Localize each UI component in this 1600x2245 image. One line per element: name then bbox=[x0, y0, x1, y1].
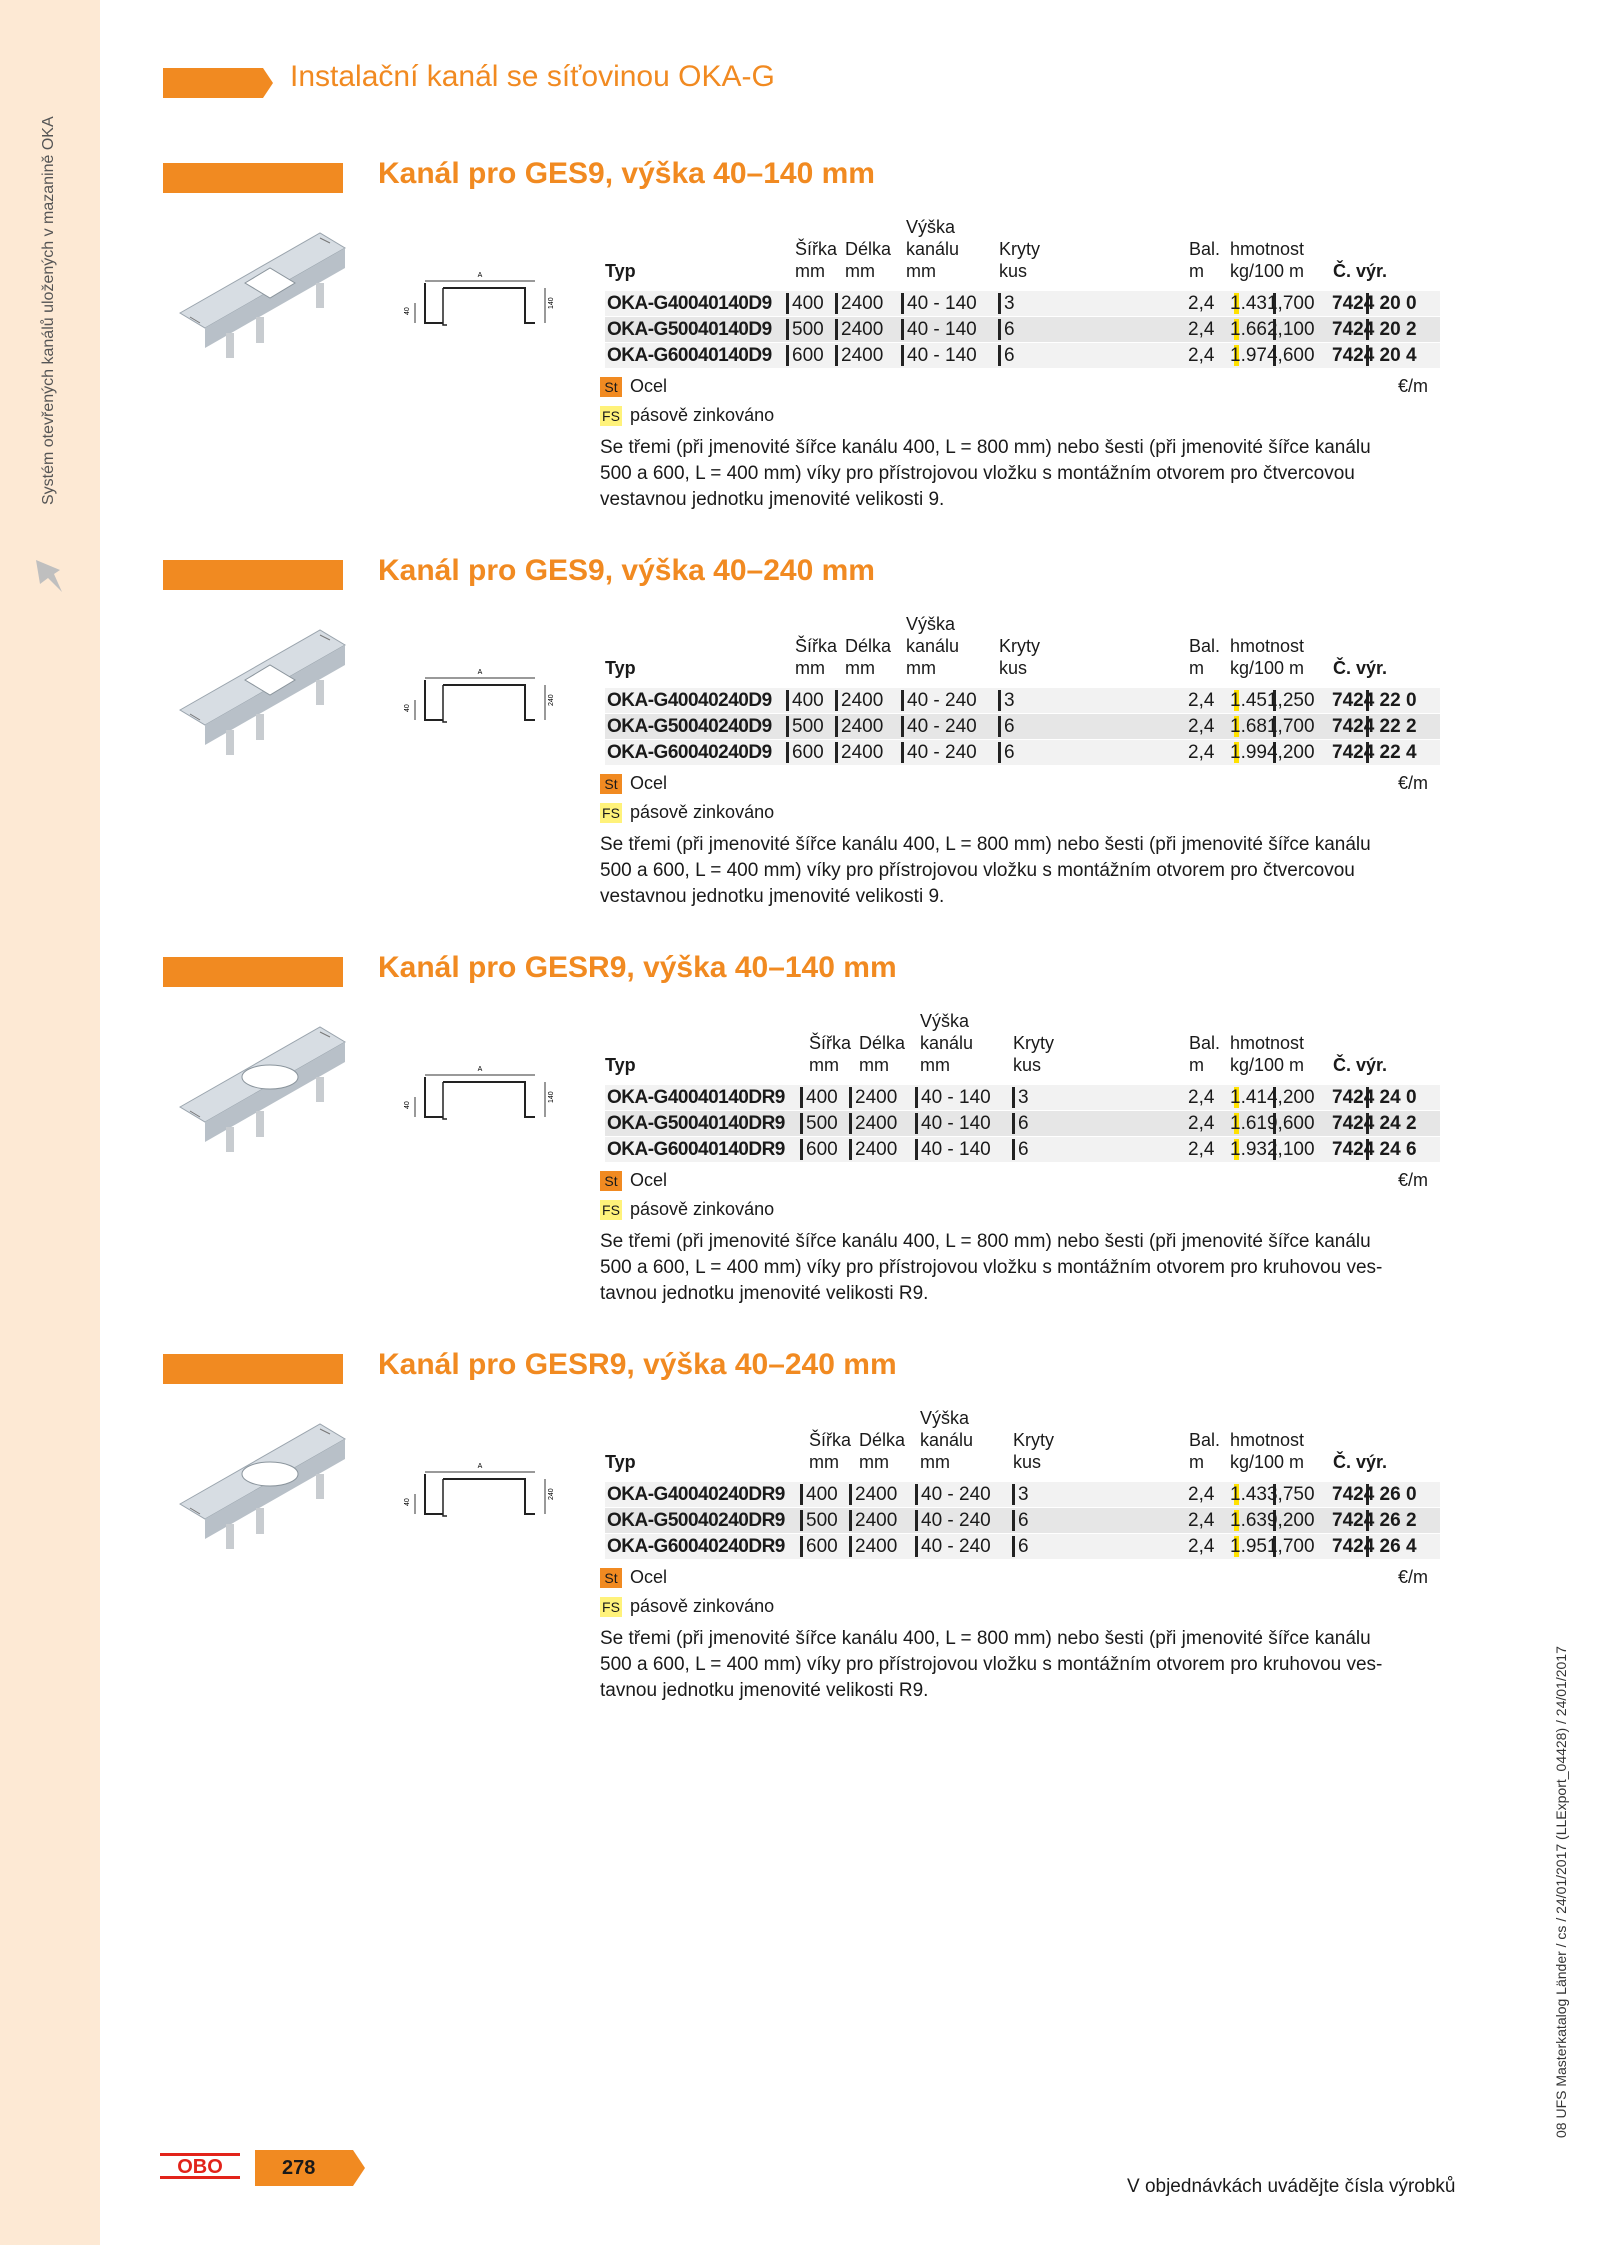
product-photo bbox=[170, 610, 350, 760]
fs-badge: FS bbox=[600, 803, 622, 823]
col-bal-header: Bal. m bbox=[1189, 636, 1221, 678]
bal-cell: 2,4 bbox=[1188, 690, 1215, 711]
col-kryty-header: Kryty kus bbox=[1013, 1430, 1055, 1472]
hmotnost-cell: 1.662,100 bbox=[1230, 319, 1315, 340]
table-row bbox=[605, 714, 1440, 739]
article-number-cell: 7424 26 4 bbox=[1332, 1536, 1417, 1557]
vyska-cell: 40 - 140 bbox=[921, 1113, 991, 1134]
sirka-cell: 600 bbox=[792, 345, 824, 366]
page-number: 278 bbox=[282, 2157, 316, 2179]
page-title: Instalační kanál se síťovinou OKA-G bbox=[290, 60, 775, 93]
hmotnost-cell: 1.619,600 bbox=[1230, 1113, 1315, 1134]
st-badge: St bbox=[600, 377, 622, 397]
delka-cell: 2400 bbox=[855, 1536, 898, 1557]
hmotnost-cell: 1.932,100 bbox=[1230, 1139, 1315, 1160]
product-photo bbox=[170, 1007, 350, 1157]
bal-cell: 2,4 bbox=[1188, 293, 1215, 314]
table-row bbox=[605, 1508, 1440, 1533]
delka-cell: 2400 bbox=[855, 1484, 898, 1505]
product-section bbox=[0, 951, 1600, 1352]
material-finish: FS pásově zinkováno bbox=[600, 1595, 774, 1617]
col-bal-header: Bal. m bbox=[1189, 1430, 1221, 1472]
st-badge: St bbox=[600, 1568, 622, 1588]
sirka-cell: 500 bbox=[792, 319, 824, 340]
article-number-cell: 7424 24 0 bbox=[1332, 1087, 1417, 1108]
kryty-cell: 3 bbox=[1004, 690, 1015, 711]
product-photo bbox=[170, 1404, 350, 1554]
kryty-cell: 3 bbox=[1018, 1087, 1029, 1108]
kryty-cell: 6 bbox=[1018, 1113, 1029, 1134]
col-delka-header: Délka mm bbox=[845, 239, 892, 281]
delka-cell: 2400 bbox=[855, 1113, 898, 1134]
dim-w-label: 40 bbox=[404, 1498, 411, 1506]
delka-cell: 2400 bbox=[855, 1139, 898, 1160]
vyska-cell: 40 - 140 bbox=[907, 293, 977, 314]
sirka-cell: 500 bbox=[806, 1510, 838, 1531]
dim-h-label: 240 bbox=[548, 694, 555, 706]
table-row bbox=[605, 343, 1440, 368]
delka-cell: 2400 bbox=[855, 1087, 898, 1108]
dim-a-label: A bbox=[477, 1463, 483, 1470]
type-cell: OKA-G60040140D9 bbox=[607, 345, 772, 366]
kryty-cell: 6 bbox=[1018, 1139, 1029, 1160]
material-finish: FS pásově zinkováno bbox=[600, 801, 774, 823]
bal-cell: 2,4 bbox=[1188, 1113, 1215, 1134]
type-cell: OKA-G50040240DR9 bbox=[607, 1510, 785, 1531]
hmotnost-cell: 1.433,750 bbox=[1230, 1484, 1315, 1505]
col-sirka-header: Šířka mm bbox=[795, 636, 838, 678]
table-row bbox=[605, 1482, 1440, 1507]
section-bar bbox=[163, 560, 343, 590]
vyska-cell: 40 - 240 bbox=[921, 1484, 991, 1505]
st-badge: St bbox=[600, 1171, 622, 1191]
cross-section-drawing bbox=[385, 1057, 565, 1157]
vyska-cell: 40 - 240 bbox=[907, 742, 977, 763]
article-number-cell: 7424 20 4 bbox=[1332, 345, 1417, 366]
col-vyska-header: Výška kanálu mm bbox=[906, 217, 960, 281]
type-cell: OKA-G50040140D9 bbox=[607, 319, 772, 340]
cross-section-drawing bbox=[385, 660, 565, 760]
kryty-cell: 3 bbox=[1004, 293, 1015, 314]
table-row bbox=[605, 317, 1440, 342]
vyska-cell: 40 - 140 bbox=[921, 1139, 991, 1160]
col-delka-header: Délka mm bbox=[859, 1033, 906, 1075]
hmotnost-cell: 1.951,700 bbox=[1230, 1536, 1315, 1557]
col-vyska-header: Výška kanálu mm bbox=[906, 614, 960, 678]
col-typ-header: Typ bbox=[605, 1452, 636, 1472]
dim-h-label: 140 bbox=[548, 297, 555, 309]
col-vyska-header: Výška kanálu mm bbox=[920, 1011, 974, 1075]
bal-cell: 2,4 bbox=[1188, 716, 1215, 737]
price-unit: €/m bbox=[1398, 1170, 1429, 1190]
col-kryty-header: Kryty kus bbox=[999, 239, 1041, 281]
dim-w-label: 40 bbox=[404, 1101, 411, 1109]
hmotnost-cell: 1.974,600 bbox=[1230, 345, 1315, 366]
dim-a-label: A bbox=[477, 1066, 483, 1073]
hmotnost-cell: 1.431,700 bbox=[1230, 293, 1315, 314]
hmotnost-cell: 1.681,700 bbox=[1230, 716, 1315, 737]
section-bar bbox=[163, 163, 343, 193]
bal-cell: 2,4 bbox=[1188, 1536, 1215, 1557]
delka-cell: 2400 bbox=[855, 1510, 898, 1531]
dim-a-label: A bbox=[477, 272, 483, 279]
col-bal-header: Bal. m bbox=[1189, 1033, 1221, 1075]
type-cell: OKA-G50040140DR9 bbox=[607, 1113, 785, 1134]
type-cell: OKA-G60040240DR9 bbox=[607, 1536, 785, 1557]
sirka-cell: 400 bbox=[806, 1087, 838, 1108]
material-steel: St Ocel bbox=[600, 772, 667, 794]
material-steel: St Ocel bbox=[600, 375, 667, 397]
kryty-cell: 6 bbox=[1018, 1536, 1029, 1557]
vyska-cell: 40 - 240 bbox=[907, 690, 977, 711]
col-cvyr-header: Č. výr. bbox=[1333, 261, 1388, 281]
dim-w-label: 40 bbox=[404, 307, 411, 315]
footer-note: V objednávkách uvádějte čísla výrobků bbox=[1127, 2176, 1456, 2197]
col-kryty-header: Kryty kus bbox=[1013, 1033, 1055, 1075]
delka-cell: 2400 bbox=[841, 319, 884, 340]
type-cell: OKA-G40040240DR9 bbox=[607, 1484, 785, 1505]
hmotnost-cell: 1.451,250 bbox=[1230, 690, 1315, 711]
product-description: Se třemi (při jmenovité šířce kanálu 400, L = 800 mm) nebo šesti (při jmenovité šířce kanálu 500 a 600, L = 400 mm) víky pro přístrojovou vložku s montážním otvorem pro čtvercovou vestavnou jednotku jmenovité velikosti 9. bbox=[600, 437, 1371, 510]
type-cell: OKA-G40040140D9 bbox=[607, 293, 772, 314]
col-sirka-header: Šířka mm bbox=[809, 1033, 852, 1075]
article-number-cell: 7424 26 2 bbox=[1332, 1510, 1417, 1531]
sirka-cell: 400 bbox=[806, 1484, 838, 1505]
type-cell: OKA-G60040140DR9 bbox=[607, 1139, 785, 1160]
col-typ-header: Typ bbox=[605, 1055, 636, 1075]
table-row bbox=[605, 291, 1440, 316]
col-delka-header: Délka mm bbox=[859, 1430, 906, 1472]
bal-cell: 2,4 bbox=[1188, 1087, 1215, 1108]
kryty-cell: 6 bbox=[1004, 716, 1015, 737]
price-unit: €/m bbox=[1398, 1567, 1429, 1587]
article-number-cell: 7424 22 0 bbox=[1332, 690, 1417, 711]
article-number-cell: 7424 20 0 bbox=[1332, 293, 1417, 314]
col-vyska-header: Výška kanálu mm bbox=[920, 1408, 974, 1472]
sirka-cell: 400 bbox=[792, 690, 824, 711]
col-bal-header: Bal. m bbox=[1189, 239, 1221, 281]
catalog-export-info: 08 UFS Masterkatalog Länder / cs / 24/01/2017 (LLExport_04428) / 24/01/2017 bbox=[1553, 1646, 1569, 2138]
article-number-cell: 7424 20 2 bbox=[1332, 319, 1417, 340]
material-finish: FS pásově zinkováno bbox=[600, 1198, 774, 1220]
kryty-cell: 6 bbox=[1004, 319, 1015, 340]
table-row bbox=[605, 688, 1440, 713]
type-cell: OKA-G40040140DR9 bbox=[607, 1087, 785, 1108]
product-section bbox=[0, 1348, 1600, 1749]
table-row bbox=[605, 740, 1440, 765]
hmotnost-cell: 1.639,200 bbox=[1230, 1510, 1315, 1531]
material-finish: FS pásově zinkováno bbox=[600, 404, 774, 426]
table-row bbox=[605, 1111, 1440, 1136]
price-unit: €/m bbox=[1398, 773, 1429, 793]
table-row bbox=[605, 1085, 1440, 1110]
obo-logo bbox=[160, 2153, 240, 2179]
kryty-cell: 6 bbox=[1004, 742, 1015, 763]
sirka-cell: 600 bbox=[806, 1139, 838, 1160]
vyska-cell: 40 - 240 bbox=[921, 1536, 991, 1557]
delka-cell: 2400 bbox=[841, 345, 884, 366]
dim-h-label: 140 bbox=[548, 1091, 555, 1103]
kryty-cell: 3 bbox=[1018, 1484, 1029, 1505]
bal-cell: 2,4 bbox=[1188, 1510, 1215, 1531]
material-steel: St Ocel bbox=[600, 1566, 667, 1588]
col-hmotnost-header: hmotnost kg/100 m bbox=[1230, 1430, 1305, 1472]
st-badge: St bbox=[600, 774, 622, 794]
col-hmotnost-header: hmotnost kg/100 m bbox=[1230, 636, 1305, 678]
col-typ-header: Typ bbox=[605, 658, 636, 678]
sirka-cell: 500 bbox=[806, 1113, 838, 1134]
type-cell: OKA-G50040240D9 bbox=[607, 716, 772, 737]
hmotnost-cell: 1.994,200 bbox=[1230, 742, 1315, 763]
hmotnost-cell: 1.414,200 bbox=[1230, 1087, 1315, 1108]
article-number-cell: 7424 24 2 bbox=[1332, 1113, 1417, 1134]
material-steel: St Ocel bbox=[600, 1169, 667, 1191]
vyska-cell: 40 - 240 bbox=[921, 1510, 991, 1531]
kryty-cell: 6 bbox=[1018, 1510, 1029, 1531]
section-bar bbox=[163, 1354, 343, 1384]
col-hmotnost-header: hmotnost kg/100 m bbox=[1230, 1033, 1305, 1075]
fs-badge: FS bbox=[600, 406, 622, 426]
col-typ-header: Typ bbox=[605, 261, 636, 281]
dim-a-label: A bbox=[477, 669, 483, 676]
svg-text:OBO: OBO bbox=[177, 2156, 223, 2178]
cross-section-drawing bbox=[385, 1454, 565, 1554]
product-description: Se třemi (při jmenovité šířce kanálu 400, L = 800 mm) nebo šesti (při jmenovité šířce kanálu 500 a 600, L = 400 mm) víky pro přístrojovou vložku s montážním otvorem pro kruhovou ves- tavnou jednotku jmenovité velikosti R9. bbox=[600, 1231, 1383, 1304]
product-description: Se třemi (při jmenovité šířce kanálu 400, L = 800 mm) nebo šesti (při jmenovité šířce kanálu 500 a 600, L = 400 mm) víky pro přístrojovou vložku s montážním otvorem pro čtvercovou vestavnou jednotku jmenovité velikosti 9. bbox=[600, 834, 1371, 907]
bal-cell: 2,4 bbox=[1188, 742, 1215, 763]
section-title: Kanál pro GES9, výška 40–240 mm bbox=[378, 554, 875, 587]
vyska-cell: 40 - 140 bbox=[907, 345, 977, 366]
section-title: Kanál pro GESR9, výška 40–240 mm bbox=[378, 1348, 897, 1381]
article-number-cell: 7424 24 6 bbox=[1332, 1139, 1417, 1160]
table-row bbox=[605, 1137, 1440, 1162]
col-cvyr-header: Č. výr. bbox=[1333, 1055, 1388, 1075]
cross-section-drawing bbox=[385, 263, 565, 363]
vyska-cell: 40 - 240 bbox=[907, 716, 977, 737]
bal-cell: 2,4 bbox=[1188, 345, 1215, 366]
col-delka-header: Délka mm bbox=[845, 636, 892, 678]
table-row bbox=[605, 1534, 1440, 1559]
product-photo bbox=[170, 213, 350, 363]
product-section bbox=[0, 554, 1600, 955]
sidebar-vertical-text: Systém otevřených kanálů uložených v mazanině OKA bbox=[40, 116, 57, 505]
product-description: Se třemi (při jmenovité šířce kanálu 400, L = 800 mm) nebo šesti (při jmenovité šířce kanálu 500 a 600, L = 400 mm) víky pro přístrojovou vložku s montážním otvorem pro kruhovou ves- tavnou jednotku jmenovité velikosti R9. bbox=[600, 1628, 1383, 1701]
vyska-cell: 40 - 140 bbox=[907, 319, 977, 340]
bal-cell: 2,4 bbox=[1188, 1484, 1215, 1505]
fs-badge: FS bbox=[600, 1200, 622, 1220]
delka-cell: 2400 bbox=[841, 293, 884, 314]
col-sirka-header: Šířka mm bbox=[795, 239, 838, 281]
section-bar bbox=[163, 957, 343, 987]
sirka-cell: 400 bbox=[792, 293, 824, 314]
col-sirka-header: Šířka mm bbox=[809, 1430, 852, 1472]
delka-cell: 2400 bbox=[841, 690, 884, 711]
type-cell: OKA-G40040240D9 bbox=[607, 690, 772, 711]
col-kryty-header: Kryty kus bbox=[999, 636, 1041, 678]
dim-h-label: 240 bbox=[548, 1488, 555, 1500]
col-cvyr-header: Č. výr. bbox=[1333, 1452, 1388, 1472]
bal-cell: 2,4 bbox=[1188, 1139, 1215, 1160]
sirka-cell: 500 bbox=[792, 716, 824, 737]
fs-badge: FS bbox=[600, 1597, 622, 1617]
product-section bbox=[0, 157, 1600, 558]
dim-w-label: 40 bbox=[404, 704, 411, 712]
delka-cell: 2400 bbox=[841, 742, 884, 763]
price-unit: €/m bbox=[1398, 376, 1429, 396]
col-cvyr-header: Č. výr. bbox=[1333, 658, 1388, 678]
header-arrow-bar bbox=[163, 68, 273, 98]
article-number-cell: 7424 26 0 bbox=[1332, 1484, 1417, 1505]
kryty-cell: 6 bbox=[1004, 345, 1015, 366]
article-number-cell: 7424 22 2 bbox=[1332, 716, 1417, 737]
article-number-cell: 7424 22 4 bbox=[1332, 742, 1417, 763]
sirka-cell: 600 bbox=[792, 742, 824, 763]
vyska-cell: 40 - 140 bbox=[921, 1087, 991, 1108]
sirka-cell: 600 bbox=[806, 1536, 838, 1557]
type-cell: OKA-G60040240D9 bbox=[607, 742, 772, 763]
section-title: Kanál pro GESR9, výška 40–140 mm bbox=[378, 951, 897, 984]
col-hmotnost-header: hmotnost kg/100 m bbox=[1230, 239, 1305, 281]
bal-cell: 2,4 bbox=[1188, 319, 1215, 340]
delka-cell: 2400 bbox=[841, 716, 884, 737]
section-title: Kanál pro GES9, výška 40–140 mm bbox=[378, 157, 875, 190]
